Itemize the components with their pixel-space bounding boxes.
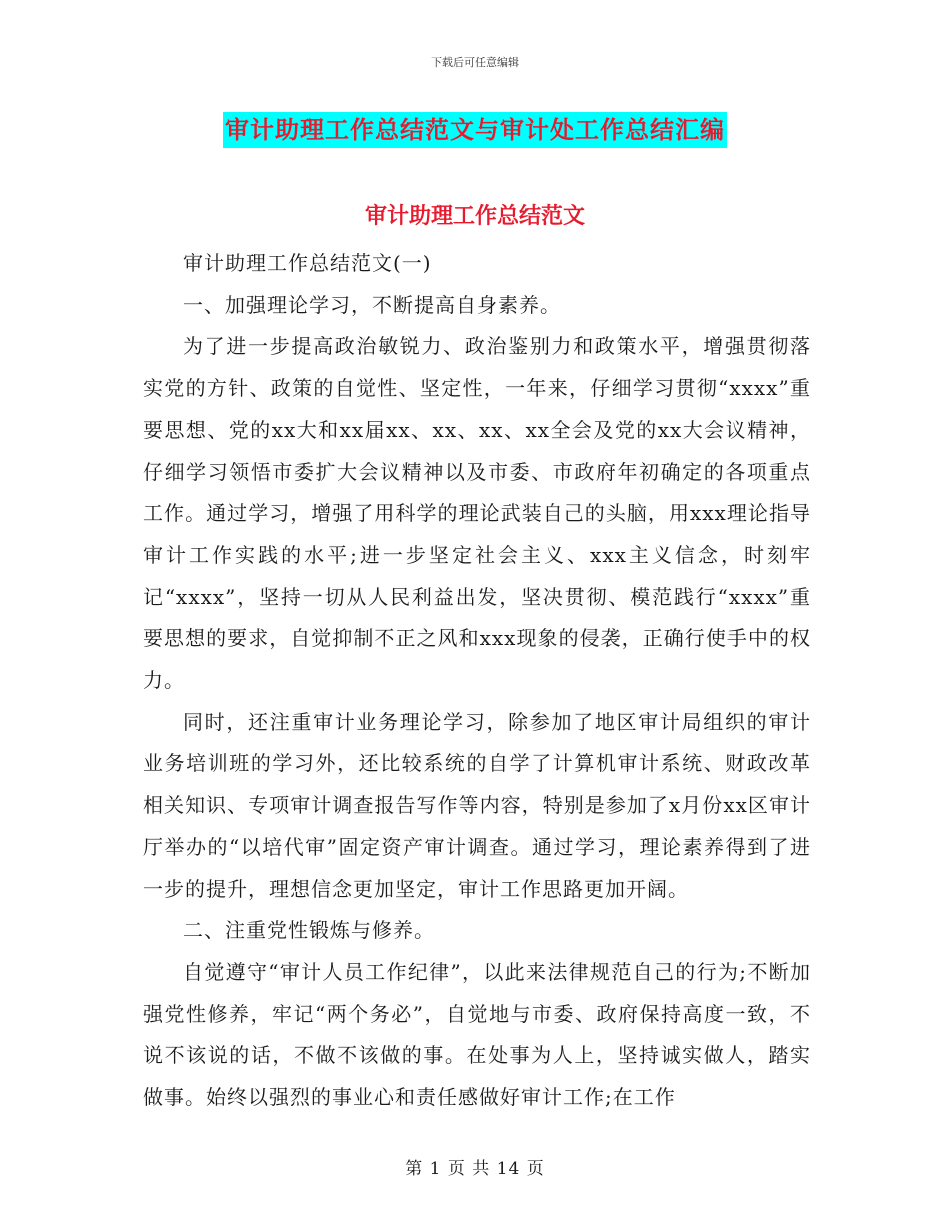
paragraph: 同时，还注重审计业务理论学习，除参加了地区审计局组织的审计业务培训班的学习外，还比较系统的自学了计算机审计系统、财政改革相关知识、专项审计调查报告写作等内容，特别是参加了x月份xx区审计厅举办的“以培代审”固定资产审计调查。通过学习，理论素养得到了进一步的提升，理想信念更加坚定，审计工作思路更加开阔。	[143, 709, 811, 901]
paragraph: 为了进一步提高政治敏锐力、政治鉴别力和政策水平，增强贯彻落实党的方针、政策的自觉性、坚定性，一年来，仔细学习贯彻“xxxx”重要思想、党的xx大和xx届xx、xx、xx、xx全会及党的xx大会议精神，仔细学习领悟市委扩大会议精神以及市委、市政府年初确定的各项重点工作。通过学习，增强了用科学的理论武装自己的头脑，用xxx理论指导审计工作实践的水平;进一步坚定社会主义、xxx主义信念，时刻牢记“xxxx”，坚持一切从人民利益出发，坚决贯彻、模范践行“xxxx”重要思想的要求，自觉抑制不正之风和xxx现象的侵袭，正确行使手中的权力。	[143, 334, 811, 693]
page-number-footer: 第 1 页 共 14 页	[405, 1159, 545, 1179]
page-header-note: 下载后可任意编辑	[431, 56, 519, 69]
document-main-title	[0, 112, 950, 148]
document-body	[143, 243, 811, 1119]
paragraph-subheading: 审计助理工作总结范文(一)	[183, 251, 432, 275]
paragraph-heading-2: 二、注重党性锻炼与修养。	[183, 918, 435, 943]
paragraph-heading-1: 一、加强理论学习，不断提高自身素养。	[183, 292, 561, 317]
section-title: 审计助理工作总结范文	[364, 204, 585, 229]
main-title-text: 审计助理工作总结范文与审计处工作总结汇编	[223, 112, 727, 148]
paragraph: 自觉遵守“审计人员工作纪律”，以此来法律规范自己的行为;不断加强党性修养，牢记“两个务必”，自觉地与市委、政府保持高度一致，不说不该说的话，不做不该做的事。在处事为人上，坚持诚实做人，踏实做事。始终以强烈的事业心和责任感做好审计工作;在工作	[143, 959, 811, 1110]
